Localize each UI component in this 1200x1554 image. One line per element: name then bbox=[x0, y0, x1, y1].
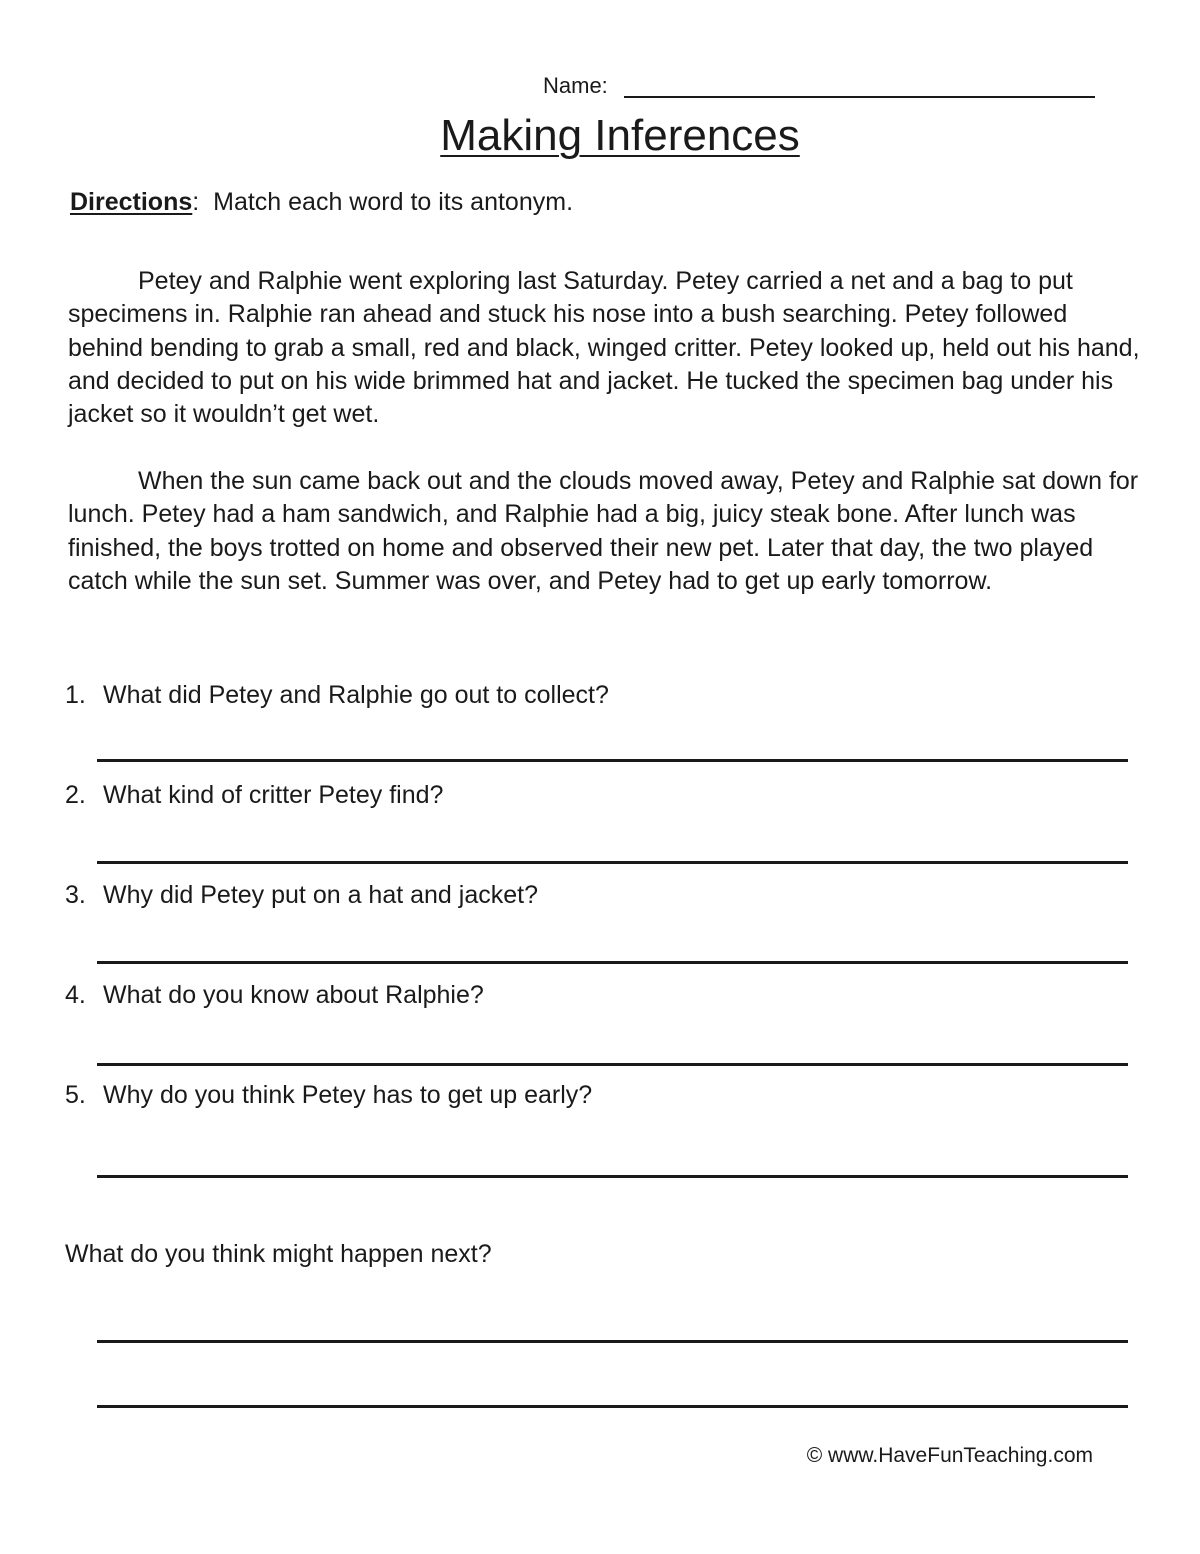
name-label: Name: bbox=[543, 73, 608, 98]
question-text: Why do you think Petey has to get up early? bbox=[103, 1081, 593, 1109]
directions-label: Directions bbox=[70, 188, 193, 216]
directions-separator: : bbox=[192, 188, 200, 216]
name-blank-line[interactable] bbox=[624, 96, 1095, 98]
footer-copyright: © www.HaveFunTeaching.com bbox=[806, 1444, 1093, 1467]
question-text: Why did Petey put on a hat and jacket? bbox=[103, 881, 538, 909]
final-prompt: What do you think might happen next? bbox=[65, 1240, 492, 1268]
directions-text: Match each word to its antonym. bbox=[213, 188, 574, 216]
question-3 bbox=[65, 879, 538, 911]
answer-line-3[interactable] bbox=[97, 961, 1128, 964]
question-1 bbox=[65, 679, 609, 711]
question-text: What kind of critter Petey find? bbox=[103, 781, 444, 809]
question-text: What do you know about Ralphie? bbox=[103, 981, 484, 1009]
answer-line-2[interactable] bbox=[97, 861, 1128, 864]
question-number: 4. bbox=[65, 981, 86, 1009]
answer-line-1[interactable] bbox=[97, 759, 1128, 762]
question-text: What did Petey and Ralphie go out to collect? bbox=[103, 681, 609, 709]
question-4 bbox=[65, 979, 484, 1011]
passage-paragraph-2: When the sun came back out and the clouds moved away, Petey and Ralphie sat down for lunch. Petey had a ham sandwich, and Ralphie had a big, juicy steak bone. After lunch was finished, the boys trotted on home and observed their new pet. Later that day, the two played catch while the sun set. Summer was over, and Petey had to get up early tomorrow. bbox=[68, 467, 1139, 595]
question-2 bbox=[65, 779, 443, 811]
question-number: 3. bbox=[65, 881, 86, 909]
question-number: 2. bbox=[65, 781, 86, 809]
answer-line-final-2[interactable] bbox=[97, 1405, 1128, 1408]
question-number: 1. bbox=[65, 681, 86, 709]
page-title: Making Inferences bbox=[440, 111, 800, 160]
answer-line-4[interactable] bbox=[97, 1063, 1128, 1066]
answer-line-5[interactable] bbox=[97, 1175, 1128, 1178]
passage-paragraph-1: Petey and Ralphie went exploring last Saturday. Petey carried a net and a bag to put specimens in. Ralphie ran ahead and stuck his nose into a bush searching. Petey followed behind bending to grab a small, red and black, winged critter. Petey looked up, held out his hand, and decided to put on his wide brimmed hat and jacket. He tucked the specimen bag under his jacket so it wouldn’t get wet. bbox=[68, 267, 1140, 429]
answer-line-final-1[interactable] bbox=[97, 1340, 1128, 1343]
question-number: 5. bbox=[65, 1081, 86, 1109]
question-5 bbox=[65, 1079, 592, 1111]
directions bbox=[70, 186, 573, 218]
name-field[interactable] bbox=[543, 72, 1095, 102]
